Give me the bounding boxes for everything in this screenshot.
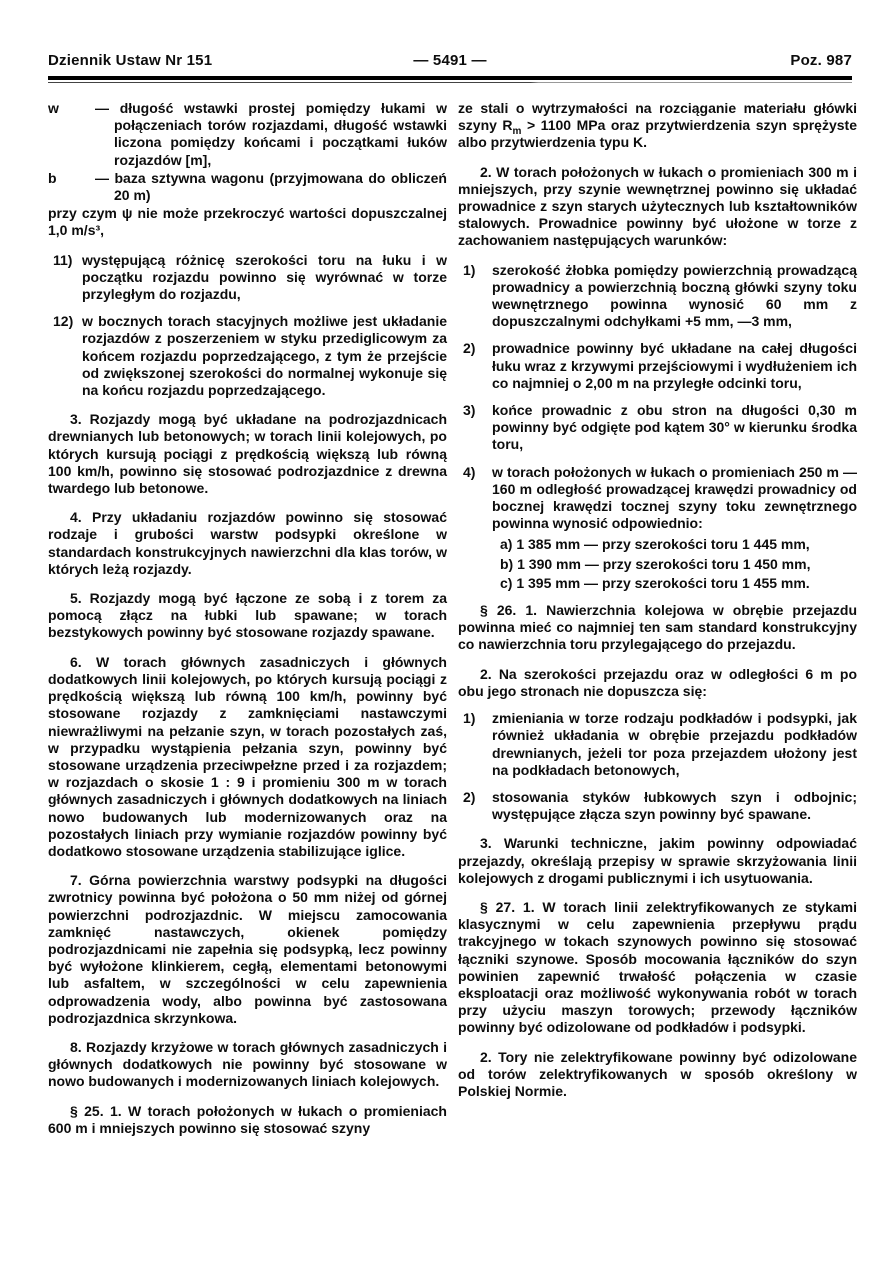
numbered-item — [458, 464, 857, 533]
item-text: w torach położonych w łukach o promieniach 250 m — 160 m odległość prowadzącej krawędzi prowadnicy od bocznej krawędzi tocznej szyny toku zewnętrznego powinna wynosić odpowiednio: — [492, 463, 857, 532]
definition-text: — baza sztywna wagonu (przyjmowana do obliczeń 20 m) — [95, 169, 447, 204]
definition-term: w — [48, 100, 59, 116]
right-column — [458, 100, 857, 1147]
item-text: szerokość żłobka pomiędzy powierzchnią prowadzącą prowadnicy a powierzchnią boczną główki szyny toku wewnętrznego powinna wynosić 60 mm z dopuszczalnymi odchyłkami +5 mm, —3 mm, — [492, 261, 857, 330]
paragraph: przy czym ψ nie może przekroczyć wartości dopuszczalnej 1,0 m/s³, — [48, 205, 447, 239]
lettered-subitem: a) 1 385 mm — przy szerokości toru 1 445 mm, — [500, 536, 810, 553]
header-rule-thick — [48, 76, 852, 80]
numbered-item — [458, 710, 857, 779]
item-number: 3) — [463, 402, 476, 419]
header-rule-thin — [48, 82, 852, 83]
page-header — [48, 52, 852, 69]
paragraph: 2. Na szerokości przejazdu oraz w odległości 6 m po obu jego stronach nie dopuszcza się: — [458, 665, 857, 699]
paragraph: § 26. 1. Nawierzchnia kolejowa w obrębie przejazdu powinna mieć co najmniej ten sam standard konstrukcyjny co nawierzchnia toru przylegającego do przejazdu. — [458, 602, 857, 653]
paragraph: 3. Warunki techniczne, jakim powinny odpowiadać przejazdy, określają przepisy w sprawie skrzyżowania linii kolejowych z drogami publicznymi i ich usytuowania. — [458, 835, 857, 886]
numbered-item — [458, 402, 857, 454]
subscript-m: m — [512, 126, 522, 137]
definition-term: b — [48, 169, 57, 186]
paragraph: 3. Rozjazdy mogą być układane na podrozjazdnicach drewnianych lub betonowych; w torach linii kolejowych, po których kursują pociągi z prędkością większą lub równą 100 km/h, powinno się stosować podrozjazdnice z drewna twardego lub betonowe. — [48, 411, 447, 497]
numbered-item — [48, 252, 447, 304]
paragraph: 4. Przy układaniu rozjazdów powinno się stosować rodzaje i grubości warstw podsypki określone w standardach konstrukcyjnych nawierzchni dla klas torów, w których leżą rozjazdy. — [48, 509, 447, 577]
numbered-item — [458, 340, 857, 392]
item-text: prowadnice powinny być układane na całej długości łuku wraz z krzywymi przejściowymi i wydłużeniem ich co najmniej o 2,00 m na przyległe odcinki toru, — [492, 340, 857, 391]
paragraph: 8. Rozjazdy krzyżowe w torach głównych zasadniczych i głównych dodatkowych nie powinny być stosowane w nowo budowanych i modernizowanych liniach kolejowych. — [48, 1038, 447, 1090]
two-column-body — [48, 100, 857, 1147]
paragraph: § 25. 1. W torach położonych w łukach o promieniach 600 m i mniejszych powinno się stosować szyny — [48, 1102, 447, 1136]
item-text: występującą różnicę szerokości toru na łuku i w początku rozjazdu powinno się wyrównać w torze przyległym do rozjazdu, — [82, 251, 447, 303]
item-number: 1) — [463, 261, 476, 278]
item-text: w bocznych torach stacyjnych możliwe jest układanie rozjazdów z poszerzeniem w styku przediglicowym za końcem rozjazdu poprzedzającego, z tym że przejście od zwiększonej szerokości do normalnej wykonuje się na końcu rozjazdu poprzedzającego. — [82, 313, 447, 399]
numbered-item — [48, 313, 447, 399]
item-number: 2) — [463, 340, 476, 357]
paragraph: 2. Tory nie zelektryfikowane powinny być odizolowane od torów zelektryfikowanych w sposób określony w Polskiej Normie. — [458, 1048, 857, 1099]
definition-item — [48, 100, 447, 169]
paragraph: 7. Górna powierzchnia warstwy podsypki na długości zwrotnicy powinna być położona o 50 mm niżej od górnej powierzchni podrozjazdnic. W miejscu zamocowania zamknięć nastawczych, okienek pomiędzy podrozjazdnicami nie zapełnia się podsypką, lecz powinny być wyłożone klinkierem, cegłą, elementami betonowymi lub asfaltem, w szczególności w celu zapewnienia odprowadzenia wody, albo powinna być zastosowana podrozjazdnica skrzynkowa. — [48, 872, 447, 1026]
item-number: 2) — [463, 788, 476, 805]
item-text: końce prowadnic z obu stron na długości 0,30 m powinny być odgięte pod kątem 30° w kierunku środka toru, — [492, 402, 857, 453]
numbered-item — [458, 262, 857, 331]
item-number: 11) — [53, 251, 73, 268]
item-text: stosowania styków łubkowych szyn i odbojnic; występujące złącza szyn powinny być spawane. — [492, 788, 857, 823]
item-number: 12) — [53, 313, 74, 330]
paragraph: 2. W torach położonych w łukach o promieniach 300 m i mniejszych, przy szynie wewnętrznej powinno się układać prowadnice z szyn starych użytecznych lub kształtowników stalowych. Prowadnice powinny być ułożone w torze z zachowaniem następujących warunków: — [458, 163, 857, 249]
left-column — [48, 100, 447, 1147]
item-number: 4) — [463, 463, 476, 480]
numbered-item — [458, 789, 857, 823]
item-text: zmieniania w torze rodzaju podkładów i podsypki, jak również układania w obrębie przejazdu podkładów drewnianych, jeżeli tor poza przejazdem ułożony jest na podkładach betonowych, — [492, 710, 857, 778]
lettered-subitem: b) 1 390 mm — przy szerokości toru 1 450 mm, — [500, 555, 811, 572]
paragraph: 5. Rozjazdy mogą być łączone ze sobą i z torem za pomocą złącz na łubki lub spawane; w torach bezstykowych powinny być stosowane rozjazdy spawane. — [48, 590, 447, 641]
lettered-subitem: c) 1 395 mm — przy szerokości toru 1 455 mm. — [500, 574, 810, 591]
definition-item — [48, 170, 447, 204]
journal-title: Dziennik Ustaw Nr 151 — [48, 52, 213, 69]
paragraph: § 27. 1. W torach linii zelektryfikowanych ze stykami klasycznymi w celu zapewnienia przepływu prądu trakcyjnego w tokach szynowych powinno się stosować łączniki szynowe. Sposób mocowania łączników do szyn powinien zapewnić trwałość połączenia w czasie eksploatacji oraz możliwość wykonywania robót w torach przy użyciu maszyn torowych; przewody łączników powinny być odizolowane od podkładów i podsypki. — [458, 898, 857, 1036]
page-number: — 5491 — — [413, 52, 487, 69]
position-number: Poz. 987 — [790, 52, 852, 69]
paragraph-text: > 1100 MPa oraz przytwierdzenia szyn sprężyste albo przytwierdzenia typu K. — [458, 117, 857, 151]
paragraph — [458, 100, 857, 152]
paragraph: 6. W torach głównych zasadniczych i głównych dodatkowych linii kolejowych, po których kursują pociągi z prędkością większą lub równą 100 km/h, powinny być stosowane rozjazdy z zamknięciami nastawczymi niewrażliwymi na pełzanie szyn, w torach pozostałych zaś, w przypadku wystąpienia pełzania szyn, powinny być stosowane urządzenia przeciwpełzne przed i za rozjazdem; w rozjazdach o skosie 1 : 9 i promieniu 300 m w torach głównych zasadniczych i głównych dodatkowych na liniach nowo budowanych lub modernizowanych oraz na pozostałych liniach przy wymianie rozjazdów powinny być dodatkowo stosowane urządzenia stabilizujące iglice. — [48, 653, 447, 859]
item-number: 1) — [463, 710, 476, 727]
definition-text: — długość wstawki prostej pomiędzy łukami w połączeniach torów rozjazdami, długość wstawki liczona pomiędzy końcami i początkami łuków rozjazdów [m], — [95, 100, 447, 168]
paragraph-text: ze stali o wytrzymałości na rozciąganie materiału główki szyny R — [458, 100, 857, 134]
